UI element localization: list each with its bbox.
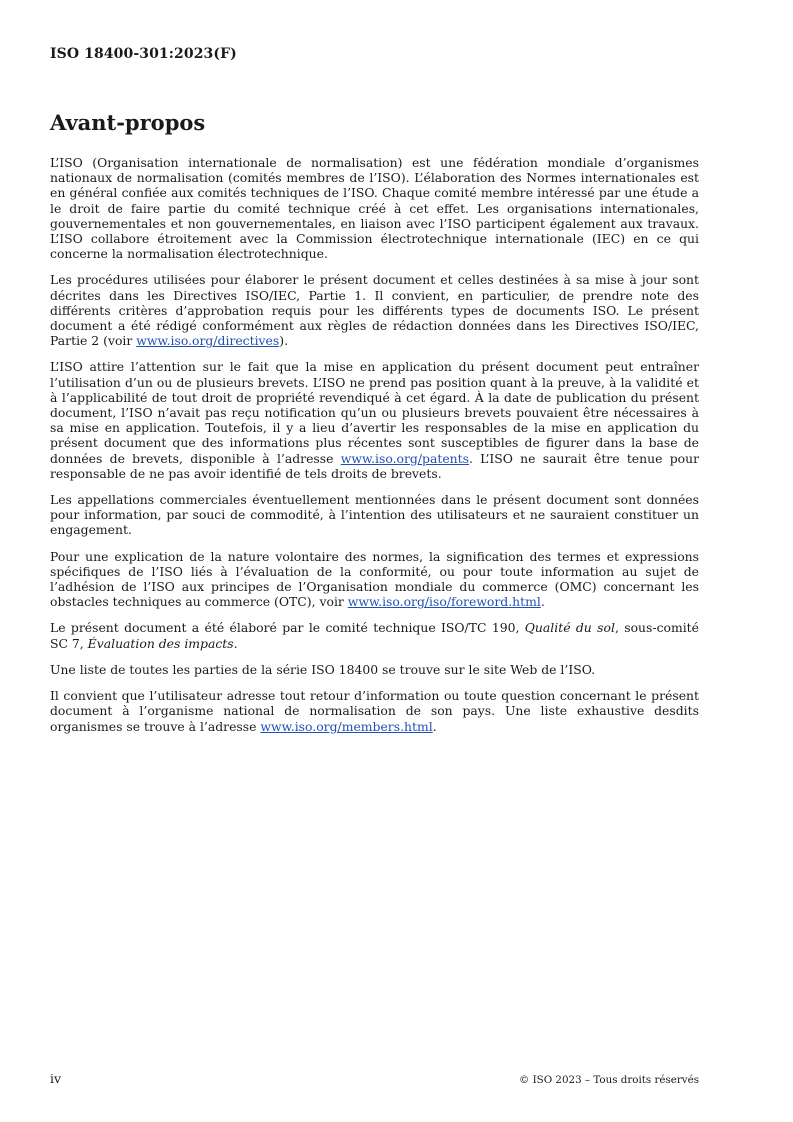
patents-link[interactable]: www.iso.org/patents [340, 450, 469, 466]
paragraph-patents: L’ISO attire l’attention sur le fait que la mise en application du présent document peut entraîner l’utilisation d’un ou de plusieurs brevets. L’ISO ne prend pas position quant à la preuve, à la validité et à l’applicabilité de tout droit de propriété revendiqué à cet égard. À la date de publication du présent document, l’ISO n’avait pas reçu notification qu’un ou plusieurs brevets pouvaient être nécessaires à sa mise en application. Toutefois, il y a lieu d’avertir les responsables de la mise en application du présent document que des informations plus récentes sont susceptibles de figurer dans la base de données de brevets, disponible à l’adresse www.iso.org/patents. L’ISO ne saurait être tenue pour responsable de ne pas avoir identifié de tels droits de brevets. [50, 359, 699, 481]
paragraph-series-list: Une liste de toutes les parties de la série ISO 18400 se trouve sur le site Web de l’ISO. [50, 661, 596, 677]
paragraph-voluntary-nature: Pour une explication de la nature volontaire des normes, la signification des termes et expressions spécifiques de l’ISO liés à l’évaluation de la conformité, ou pour toute information au sujet de l’adhésion de l’ISO aux principes de l’Organisation mondiale du commerce (OMC) concernant les obstacles techniques au commerce (OTC), voir www.iso.org/iso/foreword.html. [50, 548, 699, 610]
paragraph-trade-names: Les appellations commerciales éventuellement mentionnées dans le présent document sont données pour information, par souci de commodité, à l’intention des utilisateurs et ne sauraient constituer un engagement. [50, 492, 699, 538]
page-title: Avant-propos [50, 110, 206, 135]
paragraph-iso-organisation: L’ISO (Organisation internationale de normalisation) est une fédération mondiale d’organismes nationaux de normalisation (comités membres de l’ISO). L’élaboration des Normes internationales est en général confiée aux comités techniques de l’ISO. Chaque comité membre intéressé par une étude a le droit de faire partie du comité technique créé à cet effet. Les organisations internationales, gouvernementales et non gouvernementales, en liaison avec l’ISO participent également aux travaux. L’ISO collabore étroitement avec la Commission électrotechnique internationale (IEC) en ce qui concerne la normalisation électrotechnique. [50, 155, 699, 262]
standard-identifier: ISO 18400-301:2023(F) [50, 46, 237, 62]
copyright-notice: © ISO 2023 – Tous droits réservés [519, 1074, 699, 1086]
members-link[interactable]: www.iso.org/members.html [260, 718, 433, 734]
committee-title: Qualité du sol [524, 620, 615, 636]
foreword-link[interactable]: www.iso.org/iso/foreword.html [347, 594, 541, 610]
directives-link[interactable]: www.iso.org/directives [136, 333, 280, 349]
paragraph-feedback: Il convient que l’utilisateur adresse tout retour d’information ou toute question concernant le présent document à l’organisme national de normalisation de son pays. Une liste exhaustive desdits organismes se trouve à l’adresse www.iso.org/members.html. [50, 688, 699, 734]
paragraph-committee: Le présent document a été élaboré par le comité technique ISO/TC 190, Qualité du sol, sous-comité SC 7, Évaluation des impacts. [50, 620, 699, 651]
subcommittee-title: Évaluation des impacts [87, 635, 234, 651]
page-number: iv [50, 1071, 62, 1086]
paragraph-procedures: Les procédures utilisées pour élaborer le présent document et celles destinées à sa mise à jour sont décrites dans les Directives ISO/IEC, Partie 1. Il convient, en particulier, de prendre note des différents critères d’approbation requis pour les différents types de documents ISO. Le présent document a été rédigé conformément aux règles de rédaction données dans les Directives ISO/IEC, Partie 2 (voir www.iso.org/directives). [50, 272, 699, 349]
foreword-body [50, 155, 699, 745]
